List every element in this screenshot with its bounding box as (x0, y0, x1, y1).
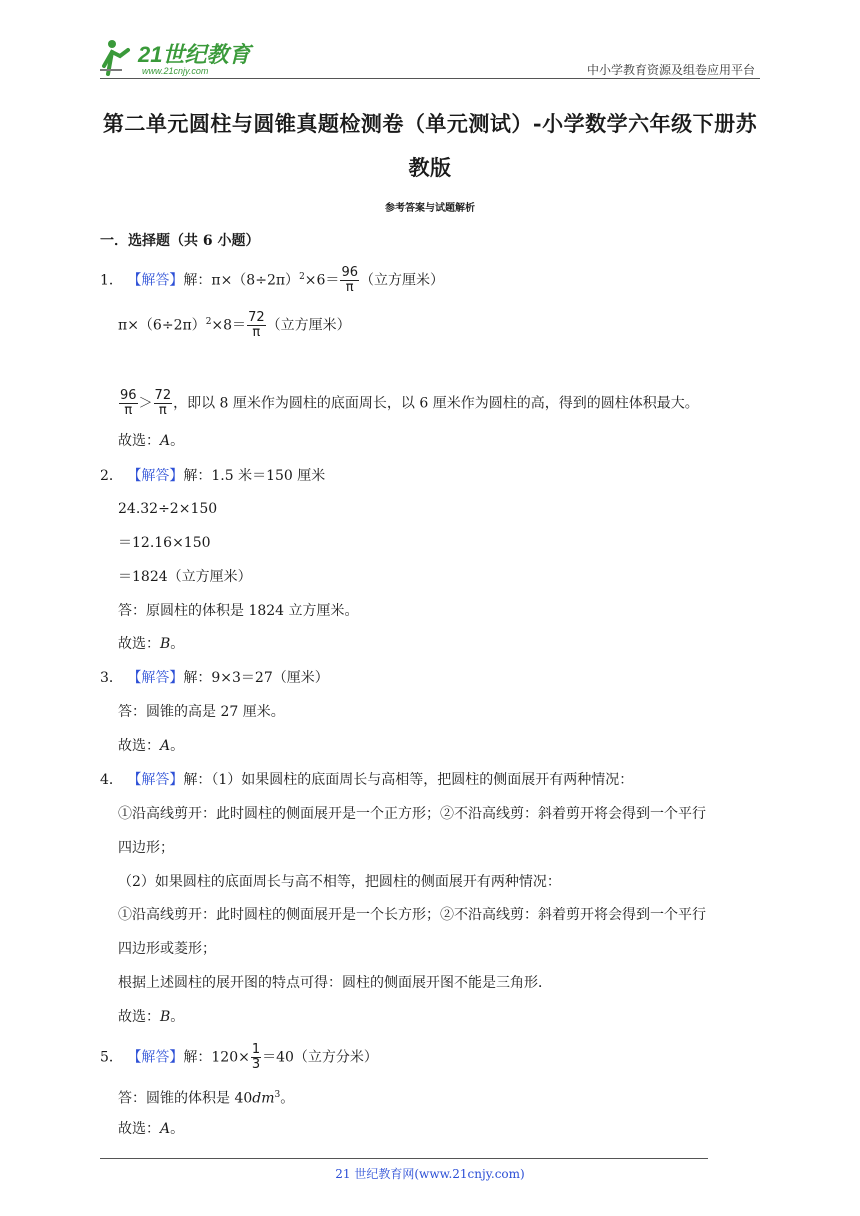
q4-line6: 四边形或菱形； (118, 941, 216, 957)
logo-url: www.21cnjy.com (142, 66, 209, 76)
q3-text1: 解：9×3＝27（厘米） (183, 670, 329, 686)
page-subtitle: 参考答案与试题解析 (385, 203, 475, 214)
choice-label: 故选： (118, 1121, 160, 1137)
choice-end: 。 (170, 738, 185, 754)
frac-numerator: 72 (248, 310, 265, 325)
choice-letter: A (160, 433, 171, 449)
section-heading: 一．选择题（共 6 小题） (100, 233, 260, 249)
q4-line4: （2）如果圆柱的底面周长与高不相等，把圆柱的侧面展开有两种情况： (118, 874, 561, 890)
choice-label: 故选： (118, 636, 160, 652)
q4-text1: 解：（1）如果圆柱的底面周长与高相等，把圆柱的侧面展开有两种情况： (183, 772, 634, 788)
q2-line4: ＝1824（立方厘米） (118, 569, 252, 585)
q1-conclusion: ，即以 8 厘米作为圆柱的底面周长，以 6 厘米作为圆柱的高，得到的圆柱体积最大。 (173, 395, 699, 412)
footer-divider (100, 1158, 708, 1159)
q1-fraction (340, 266, 359, 295)
choice-end: 。 (170, 1121, 185, 1137)
choice-end: 。 (170, 433, 185, 449)
q4-answer-tag: 【解答】 (127, 772, 184, 788)
footer-link[interactable]: 21 世纪教育网(www.21cnjy.com) (335, 1167, 525, 1181)
q5-answer-tag: 【解答】 (127, 1049, 184, 1066)
choice-label: 故选： (118, 1009, 160, 1025)
frac-denominator: π (252, 325, 261, 340)
q1-expr2: π×（6÷2π） (118, 317, 206, 334)
q5-expr: 解：120× (183, 1049, 250, 1066)
q3-answer-tag: 【解答】 (127, 670, 184, 686)
q1-expr: 解：π×（8÷2π） (183, 272, 300, 289)
q5-answer-text: 答：圆锥的体积是 40 (118, 1090, 253, 1107)
q4-line5: ①沿高线剪开：此时圆柱的侧面展开是一个长方形；②不沿高线剪：斜着剪开将会得到一个平行 (118, 907, 706, 923)
q4-line7: 根据上述圆柱的展开图的特点可得：圆柱的侧面展开图不能是三角形． (118, 975, 552, 991)
q1-unit: （立方厘米） (359, 272, 444, 289)
page-title-line1: 第二单元圆柱与圆锥真题检测卷（单元测试）-小学数学六年级下册苏 (102, 111, 758, 136)
choice-end: 。 (170, 636, 185, 652)
q5-expr-b: ＝40（立方分米） (262, 1049, 378, 1066)
q5-line1 (100, 1043, 378, 1072)
q1-exponent: 2 (299, 271, 305, 282)
frac-denominator: π (345, 280, 354, 295)
q2-number: 2． (100, 468, 123, 484)
choice-label: 故选： (118, 738, 160, 754)
choice-end: 。 (170, 1009, 185, 1025)
frac-numerator: 96 (341, 265, 358, 280)
q2-answer-tag: 【解答】 (127, 468, 184, 484)
q1-line3 (118, 389, 699, 418)
q1-line1 (100, 266, 444, 295)
q1-answer-tag: 【解答】 (127, 272, 184, 289)
q1-choice (118, 431, 184, 451)
site-logo (98, 36, 258, 78)
q1-fraction2 (247, 311, 266, 340)
choice-letter: B (160, 1009, 171, 1025)
q4-number: 4． (100, 772, 123, 788)
q5-choice (118, 1119, 184, 1139)
q5-number: 5． (100, 1049, 123, 1066)
frac-denominator: 3 (251, 1057, 261, 1072)
q2-line5: 答：原圆柱的体积是 1824 立方厘米。 (118, 603, 359, 619)
q1-unit2: （立方厘米） (266, 317, 351, 334)
frac-numerator: 1 (251, 1042, 261, 1057)
q5-line2 (118, 1085, 294, 1109)
frac-numerator: 72 (154, 388, 172, 403)
q4-line2: ①沿高线剪开：此时圆柱的侧面展开是一个正方形；②不沿高线剪：斜着剪开将会得到一个平行 (118, 806, 706, 822)
header-divider (100, 78, 760, 79)
q2-text1: 解：1.5 米＝150 厘米 (183, 468, 326, 484)
choice-letter: A (160, 738, 171, 754)
q1-expr-b: ×6＝ (304, 272, 340, 289)
header-platform-text: 中小学教育资源及组卷应用平台 (586, 63, 755, 77)
q2-choice (118, 634, 184, 654)
q2-line1 (100, 466, 325, 486)
q3-number: 3． (100, 670, 123, 686)
q1-expr2-b: ×8＝ (211, 317, 247, 334)
q3-line1 (100, 668, 329, 688)
q4-line1 (100, 770, 633, 790)
q2-line2: 24.32÷2×150 (118, 501, 218, 517)
q5-answer-end: 。 (280, 1090, 295, 1107)
frac-denominator: π (158, 403, 167, 418)
page-title-line2: 教版 (408, 155, 452, 180)
q5-fraction (251, 1043, 261, 1072)
choice-letter: A (160, 1121, 171, 1137)
choice-letter: B (160, 636, 171, 652)
q4-line3: 四边形； (118, 840, 174, 856)
q5-unit-exponent: 3 (274, 1090, 281, 1100)
q4-choice (118, 1007, 184, 1027)
q1-compare-frac2 (154, 389, 173, 418)
greater-than: ＞ (138, 395, 153, 412)
q5-unit: dm (252, 1090, 275, 1107)
frac-numerator: 96 (120, 388, 137, 403)
q3-choice (118, 736, 184, 756)
q3-line2: 答：圆锥的高是 27 厘米。 (118, 704, 285, 720)
q1-exponent2: 2 (205, 316, 212, 327)
q2-line3: ＝12.16×150 (118, 535, 211, 551)
q1-line2 (118, 311, 351, 340)
q1-compare-frac1 (119, 389, 138, 418)
runner-logo-icon (98, 36, 258, 78)
logo-text: 21世纪教育 (138, 42, 251, 67)
choice-label: 故选： (118, 433, 160, 449)
q1-number: 1． (100, 272, 123, 289)
frac-denominator: π (124, 403, 133, 418)
